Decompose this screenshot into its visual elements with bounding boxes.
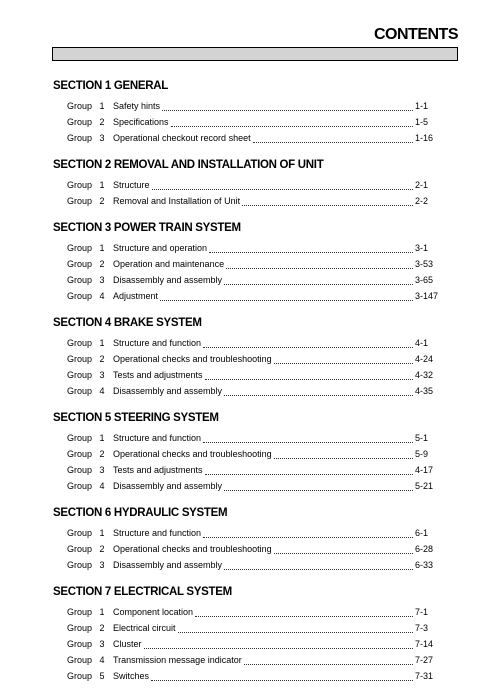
section-title[interactable]: SECTION 2 REMOVAL AND INSTALLATION OF UNIT <box>53 159 324 171</box>
toc-section <box>53 584 447 684</box>
entry-label: Switches <box>113 671 150 681</box>
entry-group: Group 2 <box>67 196 105 206</box>
toc-entry[interactable] <box>53 98 447 114</box>
dot-leader <box>209 252 413 253</box>
entry-page-number: 2-1 <box>415 180 429 190</box>
toc-section <box>53 410 447 494</box>
entry-label: Operational checks and troubleshooting <box>113 544 272 554</box>
toc-entry[interactable] <box>53 620 447 636</box>
dot-leader <box>274 458 413 459</box>
toc-entry[interactable] <box>53 351 447 367</box>
toc-entry[interactable] <box>53 462 447 478</box>
dot-leader <box>203 537 413 538</box>
entry-group: Group 1 <box>67 607 105 617</box>
entry-group: Group 3 <box>67 275 105 285</box>
toc-entry[interactable] <box>53 193 447 209</box>
entry-page-number: 6-1 <box>415 528 429 538</box>
entry-group: Group 2 <box>67 259 105 269</box>
entry-label: Adjustment <box>113 291 159 301</box>
entry-group: Group 4 <box>67 655 105 665</box>
dot-leader <box>162 110 413 111</box>
dot-leader <box>205 474 413 475</box>
section-title[interactable]: SECTION 1 GENERAL <box>53 80 169 92</box>
dot-leader <box>178 632 413 633</box>
entry-page-number: 7-27 <box>415 655 434 665</box>
entry-page-number: 3-1 <box>415 243 429 253</box>
entry-page-number: 1-16 <box>415 133 434 143</box>
toc-entry[interactable] <box>53 525 447 541</box>
entry-page-number: 3-147 <box>415 291 439 301</box>
dot-leader <box>151 680 413 681</box>
entry-page-number: 1-1 <box>415 101 429 111</box>
entry-group: Group 4 <box>67 291 105 301</box>
entry-group: Group 4 <box>67 386 105 396</box>
dot-leader <box>203 442 413 443</box>
toc-entry[interactable] <box>53 446 447 462</box>
entry-label: Structure and function <box>113 338 202 348</box>
entry-label: Transmission message indicator <box>113 655 242 665</box>
toc-entry[interactable] <box>53 130 447 146</box>
entry-page-number: 3-65 <box>415 275 434 285</box>
entry-page-number: 5-21 <box>415 481 434 491</box>
dot-leader <box>224 284 413 285</box>
entry-label: Cluster <box>113 639 142 649</box>
section-title[interactable]: SECTION 3 POWER TRAIN SYSTEM <box>53 222 241 234</box>
entry-group: Group 2 <box>67 354 105 364</box>
entry-group: Group 2 <box>67 623 105 633</box>
entry-label: Specifications <box>113 117 169 127</box>
toc-section <box>53 78 447 146</box>
entry-label: Tests and adjustments <box>113 370 203 380</box>
entry-label: Component location <box>113 607 194 617</box>
entry-label: Disassembly and assembly <box>113 560 223 570</box>
dot-leader <box>224 569 413 570</box>
entry-label: Structure and function <box>113 528 202 538</box>
dot-leader <box>253 142 413 143</box>
entry-page-number: 6-28 <box>415 544 434 554</box>
dot-leader <box>144 648 413 649</box>
toc-entry[interactable] <box>53 240 447 256</box>
dot-leader <box>244 664 413 665</box>
toc-entry[interactable] <box>53 541 447 557</box>
entry-page-number: 7-1 <box>415 607 429 617</box>
entry-label: Operational checks and troubleshooting <box>113 354 272 364</box>
entry-group: Group 3 <box>67 133 105 143</box>
entry-group: Group 1 <box>67 180 105 190</box>
toc-entry[interactable] <box>53 335 447 351</box>
entry-label: Structure and function <box>113 433 202 443</box>
entry-page-number: 4-35 <box>415 386 434 396</box>
toc-entry[interactable] <box>53 604 447 620</box>
entry-label: Operational checkout record sheet <box>113 133 251 143</box>
toc-entry[interactable] <box>53 256 447 272</box>
entry-page-number: 1-5 <box>415 117 429 127</box>
entry-page-number: 7-14 <box>415 639 434 649</box>
dot-leader <box>226 268 413 269</box>
toc-entry[interactable] <box>53 367 447 383</box>
dot-leader <box>160 300 413 301</box>
entry-group: Group 3 <box>67 370 105 380</box>
dot-leader <box>274 553 413 554</box>
toc-section <box>53 157 447 209</box>
toc-entry[interactable] <box>53 383 447 399</box>
entry-page-number: 4-32 <box>415 370 434 380</box>
entry-label: Safety hints <box>113 101 161 111</box>
toc-entry[interactable] <box>53 288 447 304</box>
entry-group: Group 2 <box>67 117 105 127</box>
entry-group: Group 3 <box>67 560 105 570</box>
entry-page-number: 7-3 <box>415 623 429 633</box>
dot-leader <box>203 347 413 348</box>
entry-page-number: 2-2 <box>415 196 429 206</box>
entry-page-number: 7-31 <box>415 671 434 681</box>
entry-group: Group 1 <box>67 433 105 443</box>
entry-label: Removal and Installation of Unit <box>113 196 241 206</box>
page-title: CONTENTS <box>374 26 458 43</box>
entry-page-number: 4-24 <box>415 354 434 364</box>
dot-leader <box>274 363 413 364</box>
dot-leader <box>171 126 413 127</box>
entry-group: Group 5 <box>67 671 105 681</box>
entry-page-number: 4-1 <box>415 338 429 348</box>
section-title[interactable]: SECTION 4 BRAKE SYSTEM <box>53 317 202 329</box>
entry-label: Electrical circuit <box>113 623 176 633</box>
entry-label: Structure <box>113 180 150 190</box>
entry-page-number: 3-53 <box>415 259 434 269</box>
toc-entry[interactable] <box>53 430 447 446</box>
entry-group: Group 2 <box>67 544 105 554</box>
entry-label: Disassembly and assembly <box>113 386 223 396</box>
header-bar <box>52 47 458 61</box>
entry-group: Group 4 <box>67 481 105 491</box>
entry-page-number: 5-9 <box>415 449 429 459</box>
toc-entry[interactable] <box>53 557 447 573</box>
entry-page-number: 5-1 <box>415 433 429 443</box>
dot-leader <box>224 490 413 491</box>
entry-label: Operational checks and troubleshooting <box>113 449 272 459</box>
toc-entry[interactable] <box>53 636 447 652</box>
toc-entry[interactable] <box>53 652 447 668</box>
entry-group: Group 1 <box>67 528 105 538</box>
entry-group: Group 3 <box>67 465 105 475</box>
entry-label: Operation and maintenance <box>113 259 225 269</box>
entry-group: Group 1 <box>67 338 105 348</box>
dot-leader <box>224 395 413 396</box>
toc-entry[interactable] <box>53 272 447 288</box>
toc-section <box>53 315 447 399</box>
toc-entry[interactable] <box>53 478 447 494</box>
section-title[interactable]: SECTION 7 ELECTRICAL SYSTEM <box>53 586 232 598</box>
toc-entry[interactable] <box>53 177 447 193</box>
entry-label: Tests and adjustments <box>113 465 203 475</box>
toc-entry[interactable] <box>53 114 447 130</box>
dot-leader <box>205 379 413 380</box>
dot-leader <box>242 205 413 206</box>
entry-page-number: 4-17 <box>415 465 434 475</box>
toc-entry[interactable] <box>53 668 447 684</box>
toc-section <box>53 505 447 573</box>
entry-group: Group 1 <box>67 243 105 253</box>
dot-leader <box>152 189 413 190</box>
entry-group: Group 3 <box>67 639 105 649</box>
table-of-contents <box>53 78 447 695</box>
entry-label: Structure and operation <box>113 243 208 253</box>
dot-leader <box>195 616 413 617</box>
entry-group: Group 1 <box>67 101 105 111</box>
entry-label: Disassembly and assembly <box>113 481 223 491</box>
section-title[interactable]: SECTION 5 STEERING SYSTEM <box>53 412 219 424</box>
toc-section <box>53 220 447 304</box>
entry-label: Disassembly and assembly <box>113 275 223 285</box>
entry-group: Group 2 <box>67 449 105 459</box>
section-title[interactable]: SECTION 6 HYDRAULIC SYSTEM <box>53 507 228 519</box>
entry-page-number: 6-33 <box>415 560 434 570</box>
